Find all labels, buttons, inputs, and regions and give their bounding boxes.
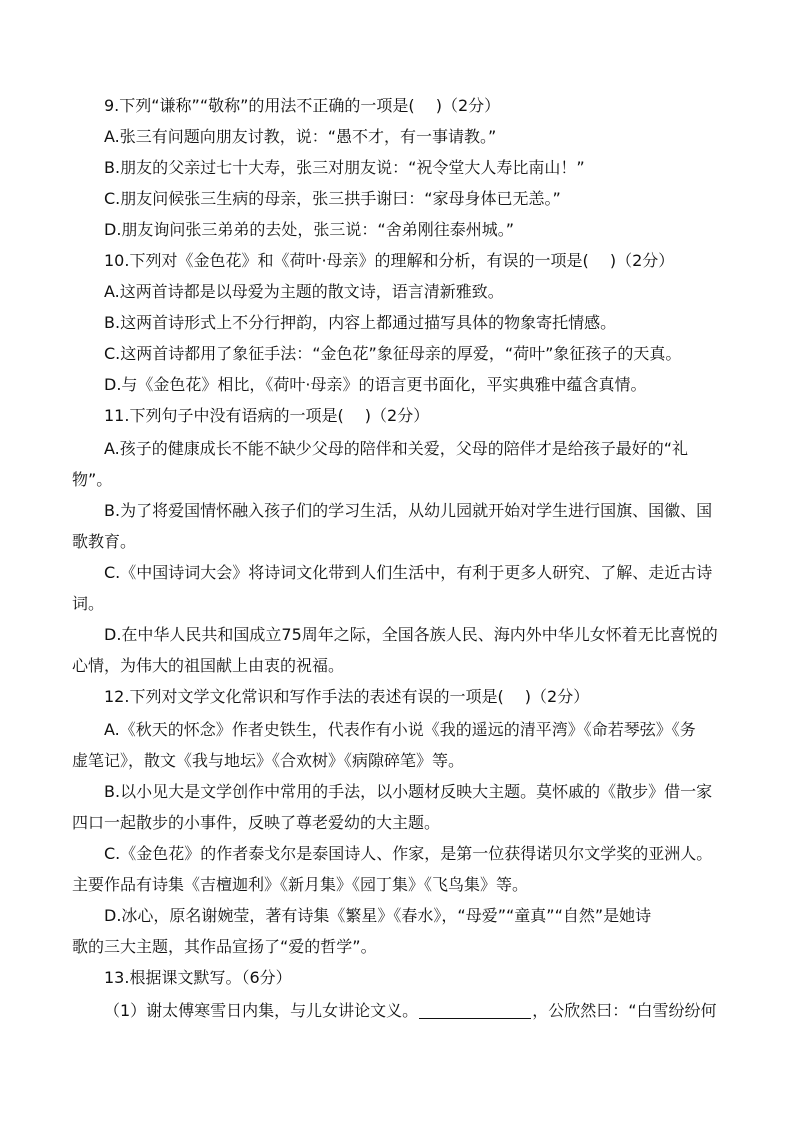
question-9-option-b: B.朋友的父亲过七十大寿，张三对朋友说：“祝令堂大人寿比南山！” xyxy=(104,158,585,177)
question-13-item-1-after: ，公欣然曰：“白雪纷纷何 xyxy=(532,1001,717,1020)
answer-blank[interactable] xyxy=(419,1000,531,1019)
question-9-option-d: D.朋友询问张三弟弟的去处，张三说：“舍弟刚往泰州城。” xyxy=(104,220,514,239)
question-10-stem: 10.下列对《金色花》和《荷叶·母亲》的理解和分析，有误的一项是( )（2分） xyxy=(104,251,675,270)
question-9-option-c: C.朋友问候张三生病的母亲，张三拱手谢曰：“家母身体已无恙。” xyxy=(104,189,561,208)
question-11-option-b-line1: B.为了将爱国情怀融入孩子们的学习生活，从幼儿园就开始对学生进行国旗、国徽、国 xyxy=(104,501,713,520)
question-12-option-c-line2: 主要作品有诗集《吉檀迦利》《新月集》《园丁集》《飞鸟集》等。 xyxy=(72,875,529,894)
question-13-item-1 xyxy=(104,995,716,1026)
question-12-option-a-line1: A.《秋天的怀念》作者史铁生，代表作有小说《我的遥远的清平湾》《命若琴弦》《务 xyxy=(104,720,696,739)
question-11-option-d-line2: 心情，为伟大的祖国献上由衷的祝福。 xyxy=(72,656,345,675)
question-12-stem: 12.下列对文学文化常识和写作手法的表述有误的一项是( )（2分） xyxy=(104,687,590,706)
question-11-option-a-line2: 物”。 xyxy=(72,470,113,489)
question-12-option-b-line1: B.以小见大是文学创作中常用的手法，以小题材反映大主题。莫怀戚的《散步》借一家 xyxy=(104,782,713,801)
question-12-option-c-line1: C.《金色花》的作者泰戈尔是泰国诗人、作家，是第一位获得诺贝尔文学奖的亚洲人。 xyxy=(104,844,713,863)
question-10-option-b: B.这两首诗形式上不分行押韵，内容上都通过描写具体的物象寄托情感。 xyxy=(104,313,617,332)
question-12-option-a-line2: 虚笔记》，散文《我与地坛》《合欢树》《病隙碎笔》等。 xyxy=(72,751,465,770)
question-11-option-a-line1: A.孩子的健康成长不能不缺少父母的陪伴和关爱，父母的陪伴才是给孩子最好的“礼 xyxy=(104,439,689,458)
question-11-option-b-line2: 歌教育。 xyxy=(72,532,137,551)
question-10-option-a: A.这两首诗都是以母爱为主题的散文诗，语言清新雅致。 xyxy=(104,282,504,301)
question-10-option-c: C.这两首诗都用了象征手法：“金色花”象征母亲的厚爱，“荷叶”象征孩子的天真。 xyxy=(104,344,682,363)
question-11-option-c-line1: C.《中国诗词大会》将诗词文化带到人们生活中，有利于更多人研究、了解、走近古诗 xyxy=(104,563,713,582)
question-11-option-c-line2: 词。 xyxy=(72,594,105,613)
question-9-option-a: A.张三有问题向朋友讨教，说：“愚不才，有一事请教。” xyxy=(104,127,497,146)
question-12-option-d-line1: D.冰心，原名谢婉莹，著有诗集《繁星》《春水》，“母爱”“童真”“自然”是她诗 xyxy=(104,906,652,925)
question-10-option-d: D.与《金色花》相比，《荷叶·母亲》的语言更书面化，平实典雅中蕴含真情。 xyxy=(104,375,647,394)
question-9-stem: 9.下列“谦称”“敬称”的用法不正确的一项是( )（2分） xyxy=(104,96,501,115)
question-12-option-b-line2: 四口一起散步的小事件，反映了尊老爱幼的大主题。 xyxy=(72,813,441,832)
question-13-item-1-before: （1）谢太傅寒雪日内集，与儿女讲论文义。 xyxy=(104,1001,419,1020)
question-12-option-d-line2: 歌的三大主题，其作品宣扬了“爱的哲学”。 xyxy=(72,937,377,956)
question-11-option-d-line1: D.在中华人民共和国成立75周年之际，全国各族人民、海内外中华儿女怀着无比喜悦的 xyxy=(104,625,718,644)
question-13-stem: 13.根据课文默写。（6分） xyxy=(104,968,292,987)
question-11-stem: 11.下列句子中没有语病的一项是( )（2分） xyxy=(104,406,430,425)
